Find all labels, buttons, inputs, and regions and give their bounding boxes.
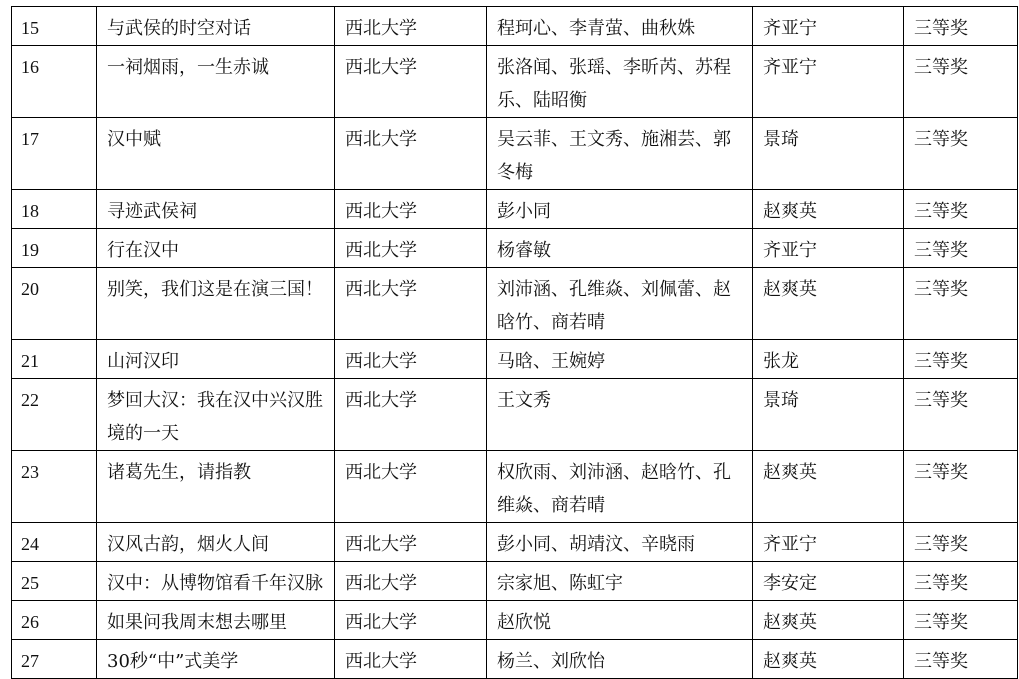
award-level: 三等奖 [904, 268, 1018, 340]
team-members: 吴云菲、王文秀、施湘芸、郭冬梅 [487, 118, 753, 190]
awards-table-body [12, 7, 1018, 679]
advisor-name: 赵爽英 [753, 190, 904, 229]
advisor-name: 齐亚宁 [753, 523, 904, 562]
table-row [12, 379, 1018, 451]
school-name: 西北大学 [335, 268, 487, 340]
work-title: 山河汉印 [97, 340, 335, 379]
advisor-name: 赵爽英 [753, 268, 904, 340]
row-number: 25 [12, 562, 97, 601]
award-level: 三等奖 [904, 46, 1018, 118]
row-number: 18 [12, 190, 97, 229]
team-members: 杨睿敏 [487, 229, 753, 268]
work-title: 一祠烟雨，一生赤诚 [97, 46, 335, 118]
team-members: 张洛闻、张瑶、李昕芮、苏程乐、陆昭衡 [487, 46, 753, 118]
award-level: 三等奖 [904, 229, 1018, 268]
school-name: 西北大学 [335, 451, 487, 523]
team-members: 刘沛涵、孔维焱、刘佩蕾、赵晗竹、商若晴 [487, 268, 753, 340]
team-members: 程珂心、李青萤、曲秋姝 [487, 7, 753, 46]
school-name: 西北大学 [335, 340, 487, 379]
team-members: 马晗、王婉婷 [487, 340, 753, 379]
table-row [12, 562, 1018, 601]
team-members: 权欣雨、刘沛涵、赵晗竹、孔维焱、商若晴 [487, 451, 753, 523]
school-name: 西北大学 [335, 562, 487, 601]
work-title: 诸葛先生，请指教 [97, 451, 335, 523]
school-name: 西北大学 [335, 379, 487, 451]
work-title: 与武侯的时空对话 [97, 7, 335, 46]
table-row [12, 601, 1018, 640]
advisor-name: 齐亚宁 [753, 7, 904, 46]
work-title: 寻迹武侯祠 [97, 190, 335, 229]
award-level: 三等奖 [904, 451, 1018, 523]
award-level: 三等奖 [904, 118, 1018, 190]
advisor-name: 景琦 [753, 379, 904, 451]
award-level: 三等奖 [904, 340, 1018, 379]
work-title: 汉风古韵，烟火人间 [97, 523, 335, 562]
table-row [12, 523, 1018, 562]
row-number: 21 [12, 340, 97, 379]
table-row [12, 190, 1018, 229]
team-members: 宗家旭、陈虹宇 [487, 562, 753, 601]
school-name: 西北大学 [335, 46, 487, 118]
table-row [12, 340, 1018, 379]
table-row [12, 268, 1018, 340]
team-members: 赵欣悦 [487, 601, 753, 640]
advisor-name: 齐亚宁 [753, 229, 904, 268]
table-row [12, 7, 1018, 46]
advisor-name: 赵爽英 [753, 601, 904, 640]
work-title: 别笑，我们这是在演三国！ [97, 268, 335, 340]
team-members: 王文秀 [487, 379, 753, 451]
table-row [12, 229, 1018, 268]
row-number: 23 [12, 451, 97, 523]
row-number: 20 [12, 268, 97, 340]
table-row [12, 640, 1018, 679]
award-level: 三等奖 [904, 523, 1018, 562]
row-number: 24 [12, 523, 97, 562]
row-number: 22 [12, 379, 97, 451]
award-level: 三等奖 [904, 7, 1018, 46]
row-number: 26 [12, 601, 97, 640]
advisor-name: 齐亚宁 [753, 46, 904, 118]
advisor-name: 张龙 [753, 340, 904, 379]
work-title: 30秒“中”式美学 [97, 640, 335, 679]
work-title: 汉中赋 [97, 118, 335, 190]
advisor-name: 赵爽英 [753, 640, 904, 679]
school-name: 西北大学 [335, 118, 487, 190]
row-number: 16 [12, 46, 97, 118]
advisor-name: 李安定 [753, 562, 904, 601]
school-name: 西北大学 [335, 190, 487, 229]
school-name: 西北大学 [335, 601, 487, 640]
team-members: 彭小同 [487, 190, 753, 229]
award-level: 三等奖 [904, 601, 1018, 640]
award-level: 三等奖 [904, 379, 1018, 451]
work-title: 汉中：从博物馆看千年汉脉 [97, 562, 335, 601]
work-title: 梦回大汉：我在汉中兴汉胜境的一天 [97, 379, 335, 451]
award-level: 三等奖 [904, 562, 1018, 601]
awards-table [11, 6, 1018, 679]
advisor-name: 赵爽英 [753, 451, 904, 523]
table-row [12, 451, 1018, 523]
school-name: 西北大学 [335, 523, 487, 562]
row-number: 17 [12, 118, 97, 190]
table-row [12, 46, 1018, 118]
award-level: 三等奖 [904, 640, 1018, 679]
school-name: 西北大学 [335, 640, 487, 679]
award-level: 三等奖 [904, 190, 1018, 229]
row-number: 19 [12, 229, 97, 268]
school-name: 西北大学 [335, 7, 487, 46]
school-name: 西北大学 [335, 229, 487, 268]
work-title: 行在汉中 [97, 229, 335, 268]
team-members: 彭小同、胡靖汶、辛晓雨 [487, 523, 753, 562]
row-number: 15 [12, 7, 97, 46]
row-number: 27 [12, 640, 97, 679]
advisor-name: 景琦 [753, 118, 904, 190]
table-row [12, 118, 1018, 190]
team-members: 杨兰、刘欣怡 [487, 640, 753, 679]
work-title: 如果问我周末想去哪里 [97, 601, 335, 640]
